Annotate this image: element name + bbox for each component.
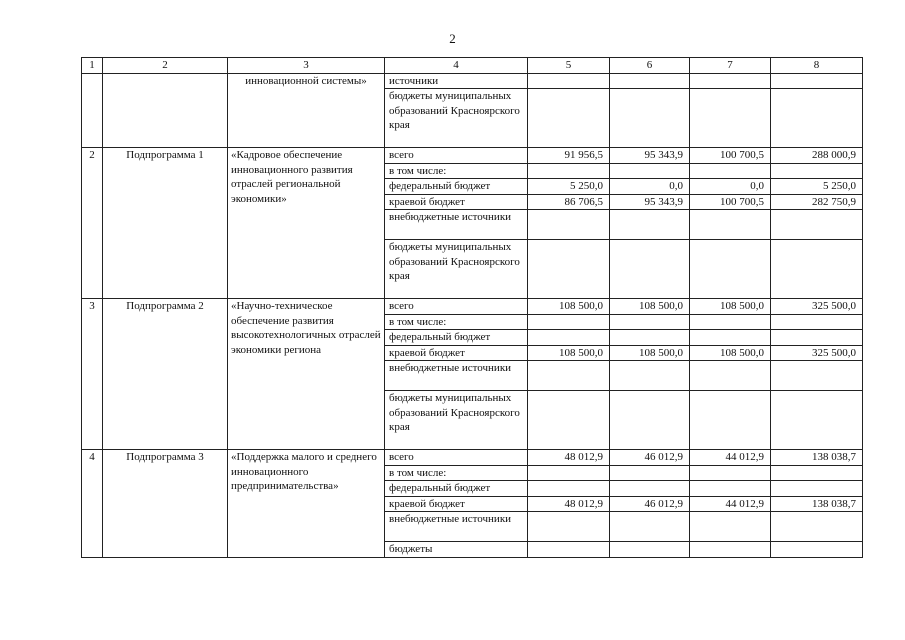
source-label: внебюджетные источники	[385, 512, 528, 542]
value-cell: 325 500,0	[771, 345, 863, 361]
value-cell	[610, 163, 690, 179]
value-cell	[528, 465, 610, 481]
program-code-cell: Подпрограмма 2	[103, 299, 228, 450]
program-name-cell: инновационной системы»	[228, 73, 385, 148]
value-cell	[528, 330, 610, 346]
value-cell	[610, 210, 690, 240]
value-cell	[690, 210, 771, 240]
header-cell: 3	[228, 58, 385, 74]
value-cell: 5 250,0	[528, 179, 610, 195]
value-cell	[610, 240, 690, 299]
value-cell	[528, 73, 610, 89]
table-header-row	[82, 58, 863, 74]
value-cell: 5 250,0	[771, 179, 863, 195]
source-label: в том числе:	[385, 163, 528, 179]
value-cell	[771, 391, 863, 450]
value-cell	[771, 314, 863, 330]
value-cell	[610, 330, 690, 346]
source-label: бюджеты	[385, 542, 528, 558]
source-label: всего	[385, 299, 528, 315]
funding-table	[81, 57, 863, 558]
program-code-cell	[103, 73, 228, 148]
source-label: бюджеты муниципальных образований Красноярского края	[385, 391, 528, 450]
value-cell	[771, 481, 863, 497]
value-cell: 282 750,9	[771, 194, 863, 210]
value-cell: 288 000,9	[771, 148, 863, 164]
table-row	[82, 450, 863, 466]
value-cell	[771, 361, 863, 391]
value-cell: 44 012,9	[690, 450, 771, 466]
value-cell	[528, 210, 610, 240]
value-cell: 108 500,0	[528, 299, 610, 315]
source-label: всего	[385, 450, 528, 466]
value-cell: 91 956,5	[528, 148, 610, 164]
value-cell	[690, 481, 771, 497]
value-cell: 100 700,5	[690, 194, 771, 210]
value-cell: 48 012,9	[528, 496, 610, 512]
page-number: 2	[449, 31, 456, 46]
program-name-cell: «Кадровое обеспечение инновационного развития отраслей региональной экономики»	[228, 148, 385, 299]
value-cell	[610, 361, 690, 391]
source-label: федеральный бюджет	[385, 179, 528, 195]
table-row	[82, 148, 863, 164]
value-cell	[771, 512, 863, 542]
value-cell	[690, 330, 771, 346]
value-cell	[610, 89, 690, 148]
source-label: краевой бюджет	[385, 345, 528, 361]
value-cell	[690, 391, 771, 450]
value-cell	[610, 542, 690, 558]
value-cell	[690, 361, 771, 391]
source-label: всего	[385, 148, 528, 164]
source-label: краевой бюджет	[385, 194, 528, 210]
program-name-cell: «Научно-техническое обеспечение развития высокотехнологичных отраслей экономики региона	[228, 299, 385, 450]
value-cell: 86 706,5	[528, 194, 610, 210]
value-cell	[771, 163, 863, 179]
value-cell: 108 500,0	[528, 345, 610, 361]
value-cell	[528, 512, 610, 542]
value-cell	[528, 163, 610, 179]
value-cell	[690, 314, 771, 330]
value-cell: 108 500,0	[690, 299, 771, 315]
row-number: 3	[82, 299, 103, 450]
source-label: федеральный бюджет	[385, 330, 528, 346]
value-cell	[690, 240, 771, 299]
program-code-cell: Подпрограмма 3	[103, 450, 228, 558]
value-cell: 138 038,7	[771, 450, 863, 466]
value-cell: 0,0	[610, 179, 690, 195]
value-cell: 100 700,5	[690, 148, 771, 164]
header-cell: 6	[610, 58, 690, 74]
value-cell: 138 038,7	[771, 496, 863, 512]
value-cell: 48 012,9	[528, 450, 610, 466]
value-cell	[610, 481, 690, 497]
header-cell: 2	[103, 58, 228, 74]
value-cell	[528, 391, 610, 450]
value-cell	[528, 314, 610, 330]
program-name-cell: «Поддержка малого и среднего инновационного предпринимательства»	[228, 450, 385, 558]
table-row	[82, 299, 863, 315]
table-row	[82, 73, 863, 89]
source-label: внебюджетные источники	[385, 361, 528, 391]
source-label: источники	[385, 73, 528, 89]
value-cell	[690, 542, 771, 558]
value-cell	[771, 465, 863, 481]
value-cell: 46 012,9	[610, 496, 690, 512]
value-cell	[528, 89, 610, 148]
source-label: внебюджетные источники	[385, 210, 528, 240]
source-label: в том числе:	[385, 465, 528, 481]
header-cell: 8	[771, 58, 863, 74]
value-cell: 46 012,9	[610, 450, 690, 466]
value-cell: 44 012,9	[690, 496, 771, 512]
value-cell	[610, 391, 690, 450]
source-label: бюджеты муниципальных образований Красноярского края	[385, 240, 528, 299]
value-cell	[690, 512, 771, 542]
value-cell: 108 500,0	[610, 299, 690, 315]
value-cell: 0,0	[690, 179, 771, 195]
value-cell	[528, 361, 610, 391]
value-cell	[610, 73, 690, 89]
header-cell: 7	[690, 58, 771, 74]
header-cell: 5	[528, 58, 610, 74]
value-cell	[528, 542, 610, 558]
value-cell	[690, 89, 771, 148]
header-cell: 1	[82, 58, 103, 74]
source-label: федеральный бюджет	[385, 481, 528, 497]
value-cell	[528, 240, 610, 299]
value-cell: 95 343,9	[610, 148, 690, 164]
value-cell	[690, 73, 771, 89]
value-cell	[690, 163, 771, 179]
value-cell: 325 500,0	[771, 299, 863, 315]
program-code-cell: Подпрограмма 1	[103, 148, 228, 299]
value-cell	[771, 210, 863, 240]
row-number: 2	[82, 148, 103, 299]
value-cell	[610, 314, 690, 330]
row-number: 4	[82, 450, 103, 558]
value-cell	[610, 512, 690, 542]
header-cell: 4	[385, 58, 528, 74]
value-cell	[610, 465, 690, 481]
value-cell	[771, 240, 863, 299]
source-label: бюджеты муниципальных образований Красноярского края	[385, 89, 528, 148]
num-cell	[82, 73, 103, 148]
value-cell	[528, 481, 610, 497]
value-cell	[771, 89, 863, 148]
value-cell	[771, 73, 863, 89]
value-cell	[771, 330, 863, 346]
source-label: в том числе:	[385, 314, 528, 330]
value-cell: 108 500,0	[610, 345, 690, 361]
value-cell	[690, 465, 771, 481]
value-cell	[771, 542, 863, 558]
value-cell: 108 500,0	[690, 345, 771, 361]
source-label: краевой бюджет	[385, 496, 528, 512]
value-cell: 95 343,9	[610, 194, 690, 210]
